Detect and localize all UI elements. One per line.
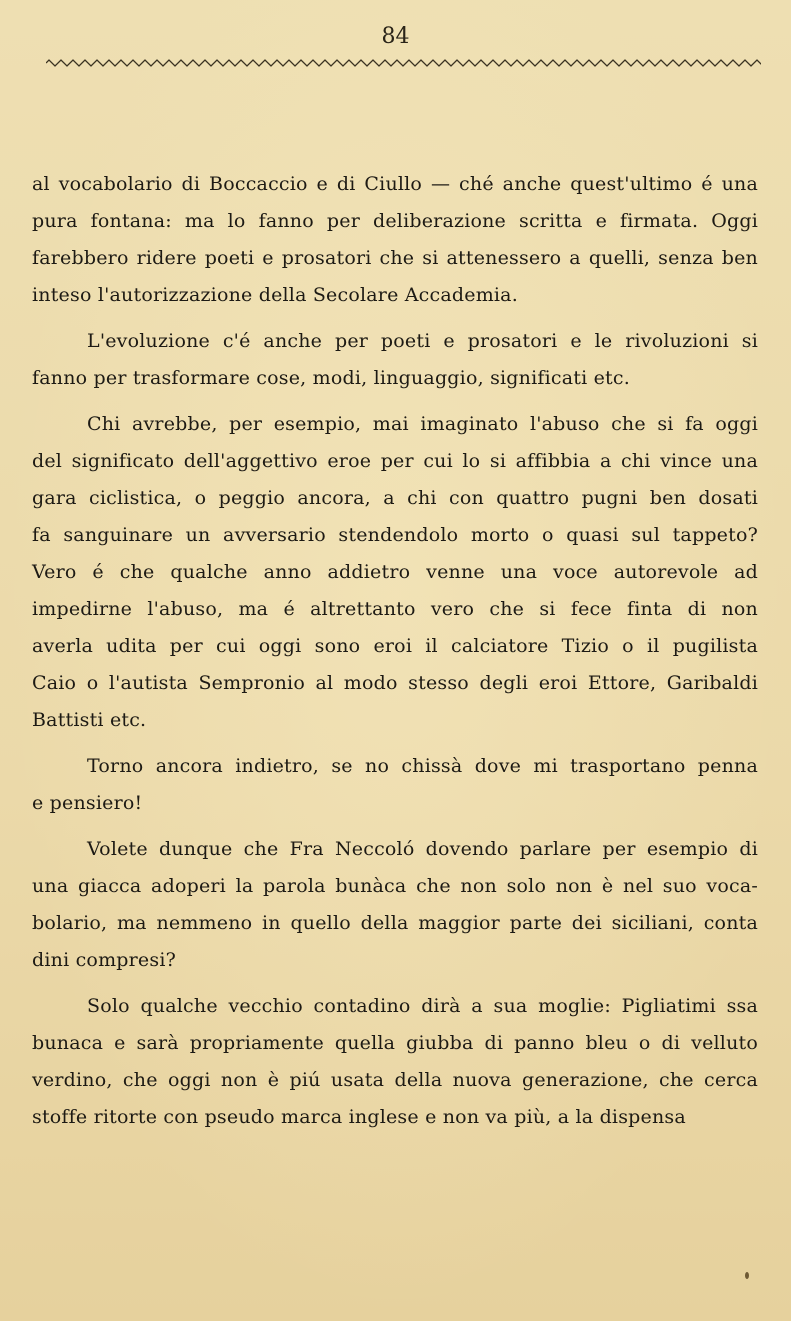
text-line: L'evoluzione c'é anche per poeti e prosatori e le rivoluzioni si — [87, 330, 758, 352]
paragraph — [32, 406, 758, 739]
text-line: Torno ancora indietro, se no chissà dove mi trasportano penna — [87, 755, 758, 777]
paragraph-gap — [32, 822, 758, 831]
text-line: Volete dunque che Fra Neccoló dovendo parlare per esempio di — [87, 838, 758, 860]
text-line: Battisti etc. — [32, 709, 147, 731]
paragraph — [32, 831, 758, 979]
paragraph — [32, 748, 758, 822]
paragraph-gap — [32, 397, 758, 406]
page-number: 84 — [381, 24, 410, 49]
text-line: dini compresi? — [32, 949, 176, 971]
text-line: gara ciclistica, o peggio ancora, a chi con quattro pugni ben dosati — [32, 487, 758, 509]
text-line: inteso l'autorizzazione della Secolare Accademia. — [32, 284, 518, 306]
body-text — [32, 166, 758, 1136]
text-line: Solo qualche vecchio contadino dirà a sua moglie: Pigliatimi ssa — [87, 995, 758, 1017]
paper-speck — [745, 1272, 749, 1279]
text-line: e pensiero! — [32, 792, 143, 814]
text-line: farebbero ridere poeti e prosatori che si attenessero a quelli, senza ben — [32, 247, 758, 269]
text-line: pura fontana: ma lo fanno per deliberazione scritta e firmata. Oggi — [32, 210, 758, 232]
text-line: bolario, ma nemmeno in quello della maggior parte dei siciliani, conta — [32, 912, 758, 934]
paragraph-gap — [32, 314, 758, 323]
paragraph — [32, 166, 758, 314]
text-line: fanno per trasformare cose, modi, linguaggio, significati etc. — [32, 367, 630, 389]
paragraph — [32, 323, 758, 397]
text-line: Chi avrebbe, per esempio, mai imaginato l'abuso che si fa oggi — [87, 413, 758, 435]
text-line: verdino, che oggi non è piú usata della nuova generazione, che cerca — [32, 1069, 758, 1091]
text-line: averla udita per cui oggi sono eroi il calciatore Tizio o il pugilista — [32, 635, 758, 657]
text-line: bunaca e sarà propriamente quella giubba di panno bleu o di velluto — [32, 1032, 758, 1054]
paragraph-gap — [32, 739, 758, 748]
text-line: una giacca adoperi la parola bunàca che non solo non è nel suo voca- — [32, 875, 758, 897]
decorative-wavy-rule — [46, 55, 761, 71]
text-line: impedirne l'abuso, ma é altrettanto vero che si fece finta di non — [32, 598, 758, 620]
text-line: fa sanguinare un avversario stendendolo morto o quasi sul tappeto? — [32, 524, 758, 546]
text-line: al vocabolario di Boccaccio e di Ciullo — ché anche quest'ultimo é una — [32, 173, 758, 195]
text-line: Caio o l'autista Sempronio al modo stesso degli eroi Ettore, Garibaldi — [32, 672, 758, 694]
text-line: del significato dell'aggettivo eroe per cui lo si affibbia a chi vince una — [32, 450, 758, 472]
paragraph-gap — [32, 979, 758, 988]
paragraph — [32, 988, 758, 1136]
text-line: stoffe ritorte con pseudo marca inglese e non va più, a la dispensa — [32, 1106, 686, 1128]
text-line: Vero é che qualche anno addietro venne una voce autorevole ad — [32, 561, 758, 583]
